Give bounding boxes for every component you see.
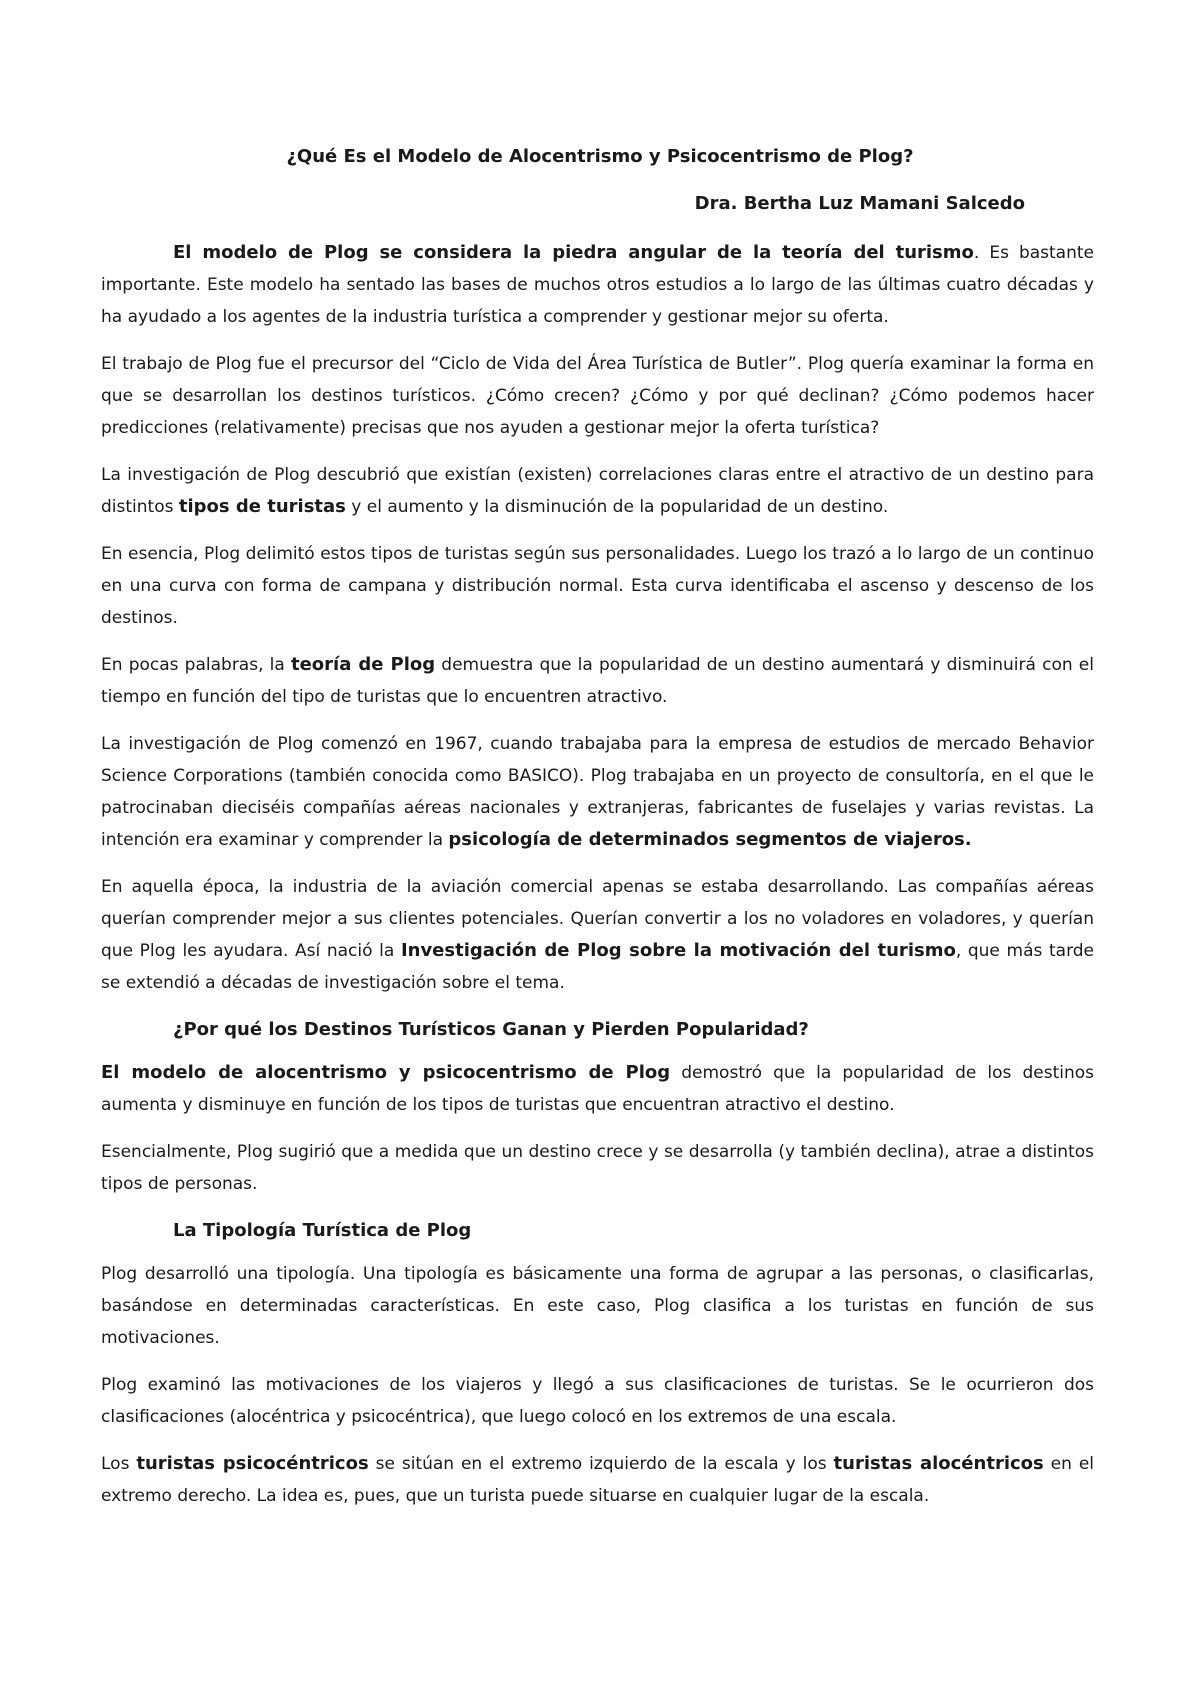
paragraph-text: demuestra que la popularidad de un destino aumentará y disminuirá con el tiempo en función del tipo de turistas que lo encuentren atractivo.: [101, 655, 1094, 707]
paragraph-text: , que más tarde se extendió a décadas de investigación sobre el tema.: [101, 941, 1095, 993]
section-heading-popularity: ¿Por qué los Destinos Turísticos Ganan y Pierden Popularidad?: [173, 1019, 809, 1040]
author-name: Dra. Bertha Luz Mamani Salcedo: [694, 193, 1025, 214]
document-body: [101, 237, 1094, 1527]
bold-phrase: El modelo de alocentrismo y psicocentrismo de Plog: [101, 1062, 671, 1083]
paragraph-text: La investigación de Plog comenzó en 1967, cuando trabajaba para la empresa de estudios de mercado Behavior Science Corporations (también conocida como BASICO). Plog trabajaba en un proyecto de consultoría, en el que le patrocinaban dieciséis compañías aéreas nacionales y extranjeras, fabricantes de fuselajes y varias revistas. La intención era examinar y comprender la: [101, 734, 1094, 850]
bold-phrase: psicología de determinados segmentos de viajeros.: [448, 829, 972, 850]
paragraph-3: [101, 459, 1094, 523]
paragraph-2: El trabajo de Plog fue el precursor del “Ciclo de Vida del Área Turística de Butler”. Plog quería examinar la forma en que se desarrollan los destinos turísticos. ¿Cómo crecen? ¿Cómo y por qué declinan? ¿Cómo podemos hacer predicciones (relativamente) precisas que nos ayuden a gestionar mejor la oferta turística?: [101, 354, 1094, 438]
paragraph-7: [101, 871, 1094, 999]
paragraph-5: [101, 649, 1094, 713]
paragraph-text: . Es bastante importante. Este modelo ha sentado las bases de muchos otros estudios a lo largo de las últimas cuatro décadas y ha ayudado a los agentes de la industria turística a comprender y gestionar mejor su oferta.: [101, 243, 1095, 327]
paragraph-6: [101, 728, 1094, 856]
bold-phrase: turistas psicocéntricos: [136, 1453, 369, 1474]
paragraph-text: La investigación de Plog descubrió que existían (existen) correlaciones claras entre el atractivo de un destino para distintos: [101, 465, 1094, 517]
document-title: ¿Qué Es el Modelo de Alocentrismo y Psicocentrismo de Plog?: [286, 146, 914, 167]
paragraph-text: Los: [101, 1454, 137, 1474]
paragraph-text: En aquella época, la industria de la aviación comercial apenas se estaba desarrollando. Las compañías aéreas querían comprender mejor a sus clientes potenciales. Querían convertir a los no voladores en voladores, y querían que Plog les ayudara. Así nació la: [101, 877, 1094, 961]
bold-phrase: El modelo de Plog se considera la piedra angular de la teoría del turismo: [173, 242, 974, 263]
paragraph-10: Plog desarrolló una tipología. Una tipología es básicamente una forma de agrupar a las personas, o clasificarlas, basándose en determinadas características. En este caso, Plog clasifica a los turistas en función de sus motivaciones.: [101, 1264, 1094, 1348]
paragraph-text: demostró que la popularidad de los destinos aumenta y disminuye en función de los tipos de turistas que encuentran atractivo el destino.: [101, 1063, 1094, 1115]
paragraph-8: [101, 1057, 1094, 1121]
paragraph-text: y el aumento y la disminución de la popularidad de un destino.: [345, 497, 889, 517]
paragraph-text: en el extremo derecho. La idea es, pues, que un turista puede situarse en cualquier lugar de la escala.: [101, 1454, 1095, 1506]
paragraph-text: se sitúan en el extremo izquierdo de la escala y los: [368, 1454, 834, 1474]
paragraph-text: En pocas palabras, la: [101, 655, 291, 675]
bold-phrase: tipos de turistas: [178, 496, 346, 517]
paragraph-9: Esencialmente, Plog sugirió que a medida que un destino crece y se desarrolla (y también declina), atrae a distintos tipos de personas.: [101, 1142, 1094, 1194]
paragraph-11: Plog examinó las motivaciones de los viajeros y llegó a sus clasificaciones de turistas. Se le ocurrieron dos clasificaciones (alocéntrica y psicocéntrica), que luego colocó en los extremos de una escala.: [101, 1375, 1094, 1427]
paragraph-4: En esencia, Plog delimitó estos tipos de turistas según sus personalidades. Luego los trazó a lo largo de un continuo en una curva con forma de campana y distribución normal. Esta curva identificaba el ascenso y descenso de los destinos.: [101, 544, 1094, 628]
bold-phrase: Investigación de Plog sobre la motivación del turismo: [400, 940, 956, 961]
bold-phrase: teoría de Plog: [290, 654, 436, 675]
paragraph-1: [101, 237, 1094, 333]
bold-phrase: turistas alocéntricos: [833, 1453, 1044, 1474]
paragraph-12: [101, 1448, 1094, 1512]
section-heading-typology: La Tipología Turística de Plog: [173, 1220, 472, 1241]
